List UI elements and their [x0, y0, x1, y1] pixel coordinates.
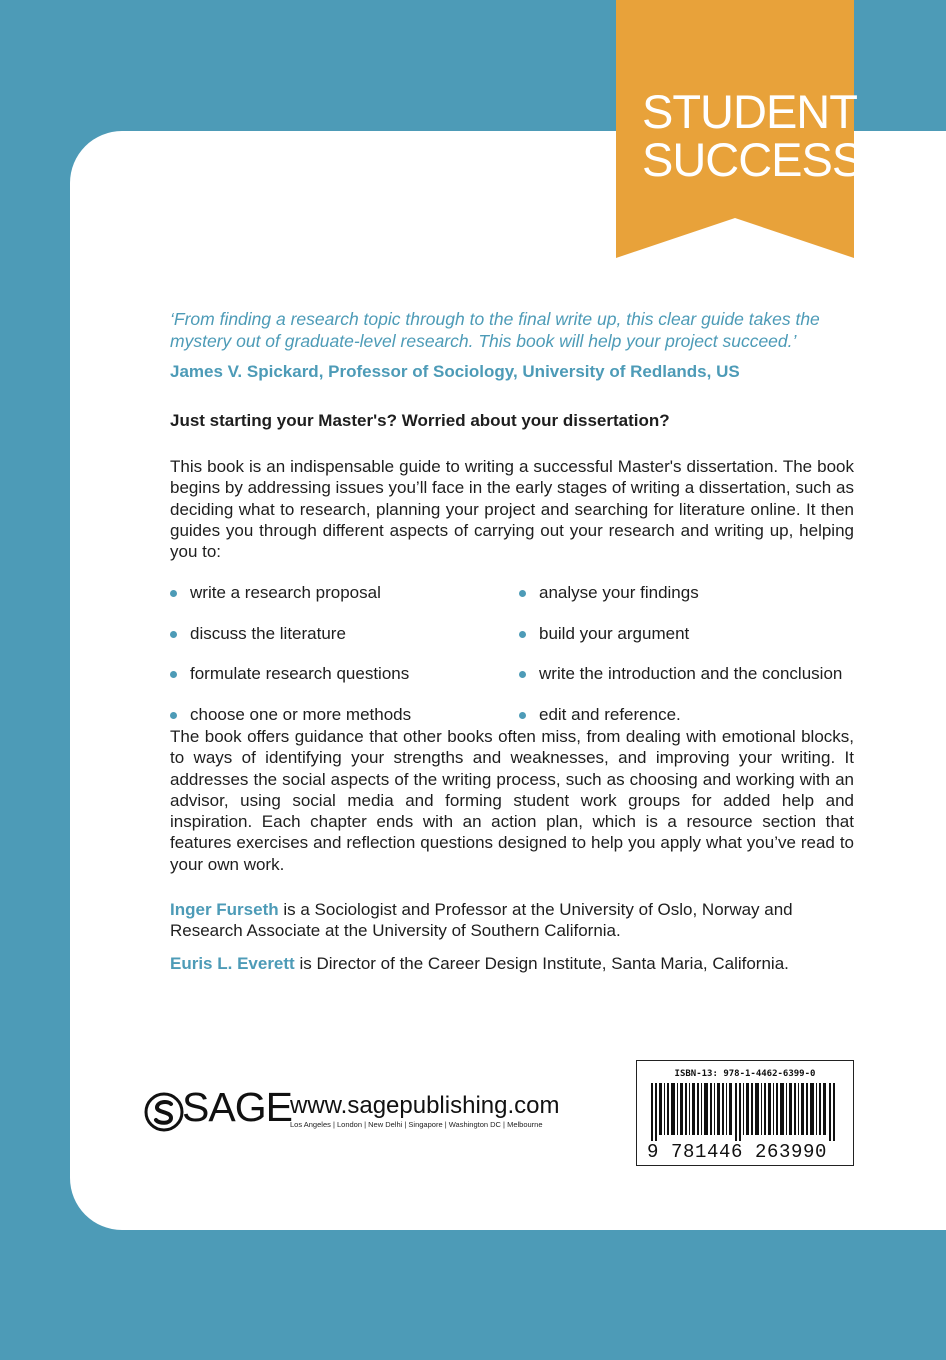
author-bio-2 — [170, 953, 860, 974]
ribbon-title — [642, 85, 863, 186]
student-success-ribbon — [616, 0, 863, 260]
list-item: build your argument — [519, 623, 860, 645]
bullet-dot-icon — [519, 631, 526, 638]
barcode-digits: 9 781446 263990 — [647, 1141, 828, 1163]
isbn-label: ISBN-13: 978-1-4462-6399-0 — [674, 1069, 816, 1079]
author-bio-1 — [170, 899, 860, 942]
list-item: choose one or more methods — [170, 704, 519, 726]
description-paragraph: The book offers guidance that other books often miss, from dealing with emotional blocks, to ways of identifying your strengths and weaknesses, and improving your writing. It addresses the social aspects of the writing process, such as choosing and working with an advisor, using social media and forming student work groups for added help and inspiration. Each chapter ends with an action plan, which is a resource section that features exercises and reflection questions designed to help you apply what you’ve read to your own work. — [170, 727, 854, 874]
bullet-dot-icon — [170, 712, 177, 719]
headline: Just starting your Master's? Worried about your dissertation? — [170, 411, 670, 430]
list-item: write the introduction and the conclusion — [519, 663, 860, 685]
sage-emblem-icon — [144, 1092, 184, 1132]
author-name-1: Inger Furseth — [170, 900, 279, 919]
author-bio-text-1: is a Sociologist and Professor at the University of Oslo, Norway and Research Associate at the University of Southern California. — [170, 900, 793, 941]
bullet-dot-icon — [519, 712, 526, 719]
endorsement-quote: ‘From finding a research topic through to the final write up, this clear guide takes the mystery out of graduate-level research. This book will help your project succeed.’ — [170, 309, 820, 351]
list-item: discuss the literature — [170, 623, 519, 645]
author-name-2: Euris L. Everett — [170, 954, 295, 973]
barcode-bars — [651, 1083, 841, 1141]
list-item: formulate research questions — [170, 663, 519, 685]
ribbon-line-1: STUDENT — [642, 85, 857, 138]
list-item: edit and reference. — [519, 704, 860, 726]
ribbon-line-2: SUCCESS — [642, 133, 863, 186]
list-item: analyse your findings — [519, 582, 860, 604]
isbn-barcode — [636, 1060, 854, 1166]
endorsement-attribution: James V. Spickard, Professor of Sociology, University of Redlands, US — [170, 362, 740, 381]
bullet-dot-icon — [170, 590, 177, 597]
sage-wordmark: SAGE — [182, 1084, 292, 1130]
bullet-dot-icon — [170, 631, 177, 638]
intro-paragraph: This book is an indispensable guide to writing a successful Master's dissertation. The book begins by addressing issues you’ll face in the early stages of writing a dissertation, such as deciding what to research, planning your project and searching for literature online. It then guides you through different aspects of carrying out your research and writing up, helping you to: — [170, 457, 854, 562]
skills-list — [170, 582, 860, 726]
bullet-dot-icon — [170, 671, 177, 678]
bullet-dot-icon — [519, 590, 526, 597]
publisher-url: www.sagepublishing.com — [290, 1092, 560, 1119]
bullet-dot-icon — [519, 671, 526, 678]
author-bio-text-2: is Director of the Career Design Institute, Santa Maria, California. — [294, 954, 789, 973]
list-item: write a research proposal — [170, 582, 519, 604]
publisher-cities: Los Angeles | London | New Delhi | Singapore | Washington DC | Melbourne — [290, 1120, 543, 1129]
